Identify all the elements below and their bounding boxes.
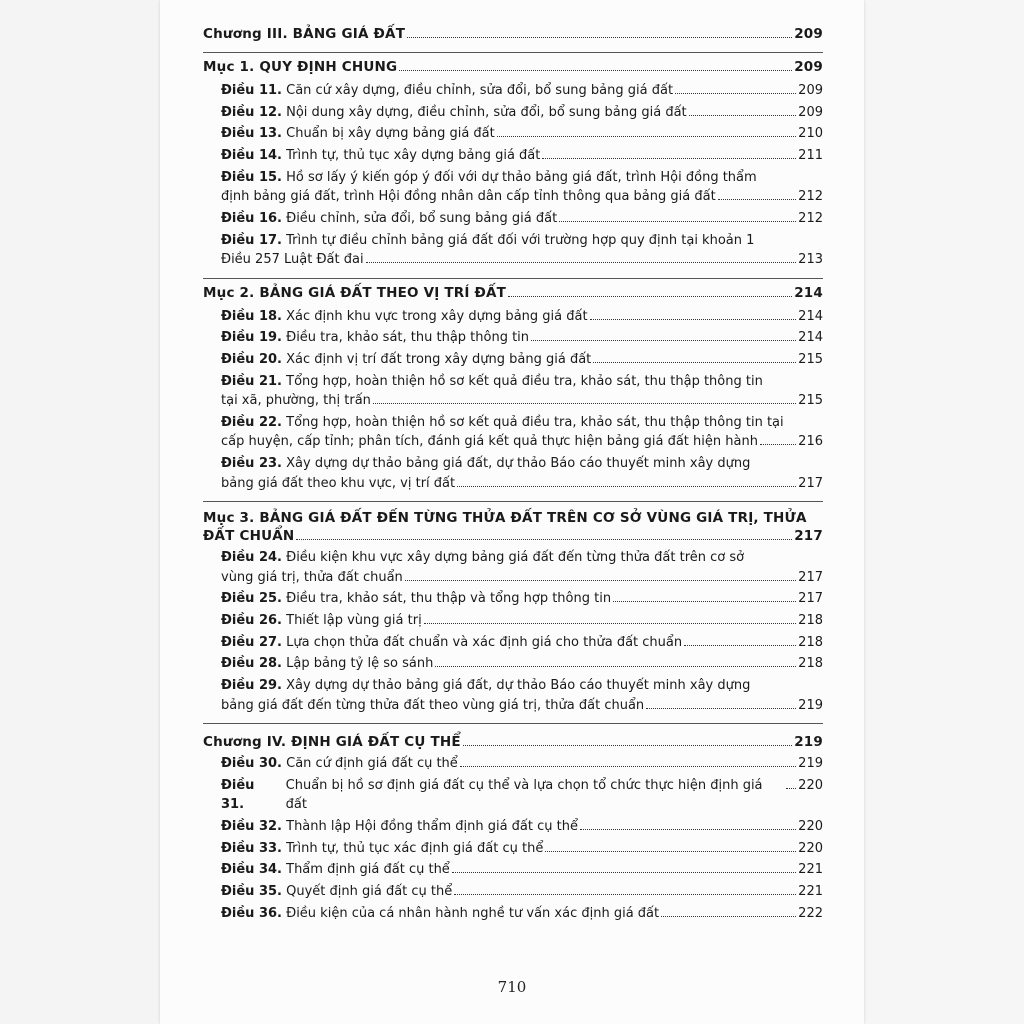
- entry-page: 221: [798, 862, 823, 878]
- chapter-4-title: Chương IV. ĐỊNH GIÁ ĐẤT CỤ THỂ: [203, 734, 461, 750]
- entry-page: 217: [798, 591, 823, 607]
- toc-entry-dieu-12[interactable]: [203, 103, 823, 123]
- entry-page: 214: [798, 330, 823, 346]
- toc-entry-dieu-18[interactable]: [203, 307, 823, 327]
- dot-leader: [457, 486, 796, 487]
- entry-label: Điều 21.: [221, 373, 282, 389]
- entry-page: 220: [798, 818, 823, 834]
- toc-entry-dieu-33[interactable]: [203, 839, 823, 859]
- chapter-3-page: 209: [794, 26, 823, 42]
- entry-page: 209: [798, 83, 823, 98]
- dot-leader: [689, 115, 797, 116]
- entry-page: 209: [798, 104, 823, 120]
- background-left: [0, 0, 160, 1024]
- section-muc-2: [203, 278, 823, 493]
- dot-leader: [296, 539, 792, 540]
- entry-page: 218: [798, 656, 823, 672]
- entry-label: Điều 33.: [221, 840, 282, 856]
- entry-text: Căn cứ định giá đất cụ thể: [286, 756, 458, 771]
- entry-text-line1: Trình tự điều chỉnh bảng giá đất đối với trường hợp quy định tại khoản 1: [286, 232, 755, 248]
- dot-leader: [559, 221, 796, 222]
- entry-page: 212: [798, 210, 823, 226]
- entry-page: 217: [798, 475, 823, 491]
- entry-text: Trình tự, thủ tục xây dựng bảng giá đất: [286, 148, 541, 164]
- entry-text: Chuẩn bị hồ sơ định giá đất cụ thể và lựa chọn tổ chức thực hiện định giá đất: [285, 777, 763, 813]
- chapter-3-title: Chương III. BẢNG GIÁ ĐẤT: [203, 26, 406, 42]
- dot-leader: [580, 829, 796, 830]
- toc-entry-dieu-29[interactable]: [203, 676, 823, 715]
- entry-label: Điều 19.: [221, 330, 282, 346]
- dot-leader: [424, 623, 796, 624]
- entry-label: Điều 12.: [221, 104, 282, 120]
- dot-leader: [646, 708, 796, 709]
- entry-page: 220: [798, 840, 823, 856]
- chapter-3-heading: [203, 26, 823, 42]
- dot-leader: [542, 158, 796, 159]
- section-heading: [203, 285, 823, 301]
- dot-leader: [760, 444, 796, 445]
- toc-entry-dieu-21[interactable]: [203, 372, 823, 411]
- entry-page: 222: [798, 905, 823, 921]
- section-heading: [203, 508, 823, 544]
- dot-leader: [613, 601, 796, 602]
- toc-entry-dieu-23[interactable]: [203, 454, 823, 493]
- dot-leader: [590, 319, 797, 320]
- entry-text: bảng giá đất đến từng thửa đất theo vùng giá trị, thửa đất chuẩn: [221, 697, 645, 713]
- toc-entry-dieu-26[interactable]: [203, 611, 823, 631]
- entry-label: Điều 34.: [221, 862, 282, 878]
- entry-label: Điều 11.: [221, 83, 282, 98]
- dot-leader: [452, 872, 796, 873]
- entry-page: 218: [798, 634, 823, 650]
- dot-leader: [508, 296, 792, 297]
- toc-entry-dieu-28[interactable]: [203, 654, 823, 674]
- section-page: 209: [794, 59, 823, 75]
- entry-text-line1: Tổng hợp, hoàn thiện hồ sơ kết quả điều tra, khảo sát, thu thập thông tin tại: [286, 414, 784, 430]
- entry-label: Điều 17.: [221, 232, 282, 248]
- entry-text: Lựa chọn thửa đất chuẩn và xác định giá cho thửa đất chuẩn: [286, 634, 683, 650]
- toc-entry-dieu-20[interactable]: [203, 350, 823, 370]
- background-right: [864, 0, 1024, 1024]
- toc-entry-dieu-16[interactable]: [203, 209, 823, 229]
- entry-text: Điều tra, khảo sát, thu thập và tổng hợp thông tin: [286, 591, 612, 607]
- entry-text: Điều tra, khảo sát, thu thập thông tin: [286, 330, 530, 346]
- entry-page: 211: [798, 148, 823, 164]
- toc-entry-dieu-19[interactable]: [203, 328, 823, 348]
- entry-label: Điều 18.: [221, 308, 282, 324]
- entry-label: Điều 31.: [221, 777, 255, 813]
- entry-text: vùng giá trị, thửa đất chuẩn: [221, 569, 403, 585]
- toc-entry-dieu-36[interactable]: [203, 904, 823, 924]
- entry-text: Điều kiện của cá nhân hành nghề tư vấn xác định giá đất: [286, 905, 660, 921]
- table-of-contents: [203, 26, 823, 925]
- entry-text: Xác định khu vực trong xây dựng bảng giá đất: [286, 308, 588, 324]
- entry-text: bảng giá đất theo khu vực, vị trí đất: [221, 475, 456, 491]
- entry-label: Điều 16.: [221, 210, 282, 226]
- toc-entry-dieu-13[interactable]: [203, 124, 823, 144]
- section-muc-3: [203, 501, 823, 715]
- entry-page: 219: [798, 697, 823, 713]
- entry-page: 216: [798, 434, 823, 450]
- entry-text: Quyết định giá đất cụ thể: [286, 883, 453, 899]
- toc-entry-dieu-22[interactable]: [203, 413, 823, 452]
- toc-entry-dieu-35[interactable]: [203, 882, 823, 902]
- dot-leader: [405, 580, 796, 581]
- entry-label: Điều 23.: [221, 456, 282, 472]
- entry-text: Thẩm định giá đất cụ thể: [286, 862, 450, 878]
- entry-label: Điều 20.: [221, 352, 282, 367]
- dot-leader: [366, 262, 797, 263]
- section-title-line1: Mục 3. BẢNG GIÁ ĐẤT ĐẾN TỪNG THỬA ĐẤT TRÊN CƠ SỞ VÙNG GIÁ TRỊ, THỬA: [203, 510, 807, 527]
- entry-label: Điều 28.: [221, 656, 282, 672]
- entry-page: 221: [798, 883, 823, 899]
- entry-text-line1: Xây dựng dự thảo bảng giá đất, dự thảo Báo cáo thuyết minh xây dựng: [286, 678, 751, 693]
- dot-leader: [407, 37, 792, 38]
- dot-leader: [531, 340, 796, 341]
- dot-leader: [454, 894, 796, 895]
- entry-page: 217: [798, 569, 823, 585]
- section-title: ĐẤT CHUẨN: [203, 528, 295, 545]
- dot-leader: [684, 645, 796, 646]
- dot-leader: [460, 766, 796, 767]
- section-heading: [203, 59, 823, 75]
- entry-label: Điều 35.: [221, 883, 282, 899]
- chapter-3: [203, 26, 823, 42]
- toc-entry-dieu-32[interactable]: [203, 817, 823, 837]
- entry-page: 215: [798, 393, 823, 409]
- entry-text: Chuẩn bị xây dựng bảng giá đất: [286, 126, 495, 142]
- book-page: [160, 0, 864, 1024]
- dot-leader: [497, 136, 796, 137]
- dot-leader: [463, 745, 792, 746]
- entry-label: Điều 13.: [221, 126, 282, 142]
- toc-entry-dieu-27[interactable]: [203, 633, 823, 653]
- entry-text: Căn cứ xây dựng, điều chỉnh, sửa đổi, bổ sung bảng giá đất: [286, 83, 674, 98]
- dot-leader: [593, 362, 796, 363]
- entry-text: Nội dung xây dựng, điều chỉnh, sửa đổi, bổ sung bảng giá đất: [286, 104, 687, 120]
- toc-entry-dieu-17[interactable]: [203, 231, 823, 270]
- section-muc-1: [203, 52, 823, 270]
- entry-text-line1: Điều kiện khu vực xây dựng bảng giá đất đến từng thửa đất trên cơ sở: [286, 550, 745, 566]
- chapter-4: [203, 723, 823, 923]
- entry-text: Điều 257 Luật Đất đai: [221, 252, 364, 268]
- entry-label: Điều 26.: [221, 612, 282, 628]
- toc-entry-dieu-31[interactable]: [203, 776, 823, 815]
- toc-entry-dieu-14[interactable]: [203, 146, 823, 166]
- entry-page: 220: [798, 777, 823, 793]
- toc-entry-dieu-15[interactable]: [203, 168, 823, 207]
- entry-page: 212: [798, 189, 823, 205]
- entry-text: định bảng giá đất, trình Hội đồng nhân dân cấp tỉnh thông qua bảng giá đất: [221, 189, 716, 205]
- dot-leader: [786, 788, 796, 789]
- entry-text: Xác định vị trí đất trong xây dựng bảng giá đất: [286, 352, 592, 367]
- entry-text-line1: Tổng hợp, hoàn thiện hồ sơ kết quả điều tra, khảo sát, thu thập thông tin: [286, 373, 763, 389]
- entry-text: cấp huyện, cấp tỉnh; phân tích, đánh giá kết quả thực hiện bảng giá đất hiện hành: [221, 434, 758, 450]
- entry-text: tại xã, phường, thị trấn: [221, 393, 371, 409]
- dot-leader: [545, 851, 796, 852]
- entry-label: Điều 27.: [221, 634, 282, 650]
- entry-label: Điều 15.: [221, 169, 282, 185]
- dot-leader: [399, 70, 792, 71]
- entry-label: Điều 22.: [221, 414, 282, 430]
- section-title: Mục 2. BẢNG GIÁ ĐẤT THEO VỊ TRÍ ĐẤT: [203, 284, 507, 301]
- chapter-4-page: 219: [794, 734, 823, 750]
- section-page: 217: [794, 528, 823, 545]
- entry-label: Điều 25.: [221, 591, 282, 607]
- dot-leader: [661, 916, 796, 917]
- entry-text-line1: Hồ sơ lấy ý kiến góp ý đối với dự thảo bảng giá đất, trình Hội đồng thẩm: [286, 169, 757, 185]
- entry-label: Điều 30.: [221, 756, 282, 771]
- entry-text: Lập bảng tỷ lệ so sánh: [286, 656, 434, 672]
- entry-page: 215: [798, 352, 823, 367]
- page-number: 710: [497, 978, 527, 996]
- toc-entry-dieu-25[interactable]: [203, 589, 823, 609]
- section-page: 214: [794, 284, 823, 301]
- entry-label: Điều 32.: [221, 818, 282, 834]
- entry-label: Điều 14.: [221, 148, 282, 164]
- entry-page: 210: [798, 126, 823, 142]
- toc-entry-dieu-30[interactable]: [203, 754, 823, 774]
- entry-label: Điều 36.: [221, 905, 282, 921]
- dot-leader: [435, 666, 796, 667]
- toc-entry-dieu-24[interactable]: [203, 548, 823, 587]
- entry-text: Thiết lập vùng giá trị: [286, 612, 422, 628]
- entry-text-line1: Xây dựng dự thảo bảng giá đất, dự thảo Báo cáo thuyết minh xây dựng: [286, 456, 751, 472]
- dot-leader: [675, 93, 796, 94]
- entry-label: Điều 24.: [221, 550, 282, 566]
- toc-entry-dieu-11[interactable]: [203, 81, 823, 101]
- section-title: Mục 1. QUY ĐỊNH CHUNG: [203, 59, 398, 75]
- entry-page: 218: [798, 612, 823, 628]
- toc-entry-dieu-34[interactable]: [203, 860, 823, 880]
- entry-page: 219: [798, 756, 823, 771]
- entry-text: Trình tự, thủ tục xác định giá đất cụ thể: [286, 840, 544, 856]
- entry-text: Thành lập Hội đồng thẩm định giá đất cụ thể: [286, 818, 578, 834]
- entry-page: 214: [798, 308, 823, 324]
- dot-leader: [373, 403, 796, 404]
- chapter-4-heading: [203, 734, 823, 750]
- dot-leader: [718, 199, 796, 200]
- entry-label: Điều 29.: [221, 678, 282, 693]
- entry-text: Điều chỉnh, sửa đổi, bổ sung bảng giá đất: [286, 210, 558, 226]
- entry-page: 213: [798, 252, 823, 268]
